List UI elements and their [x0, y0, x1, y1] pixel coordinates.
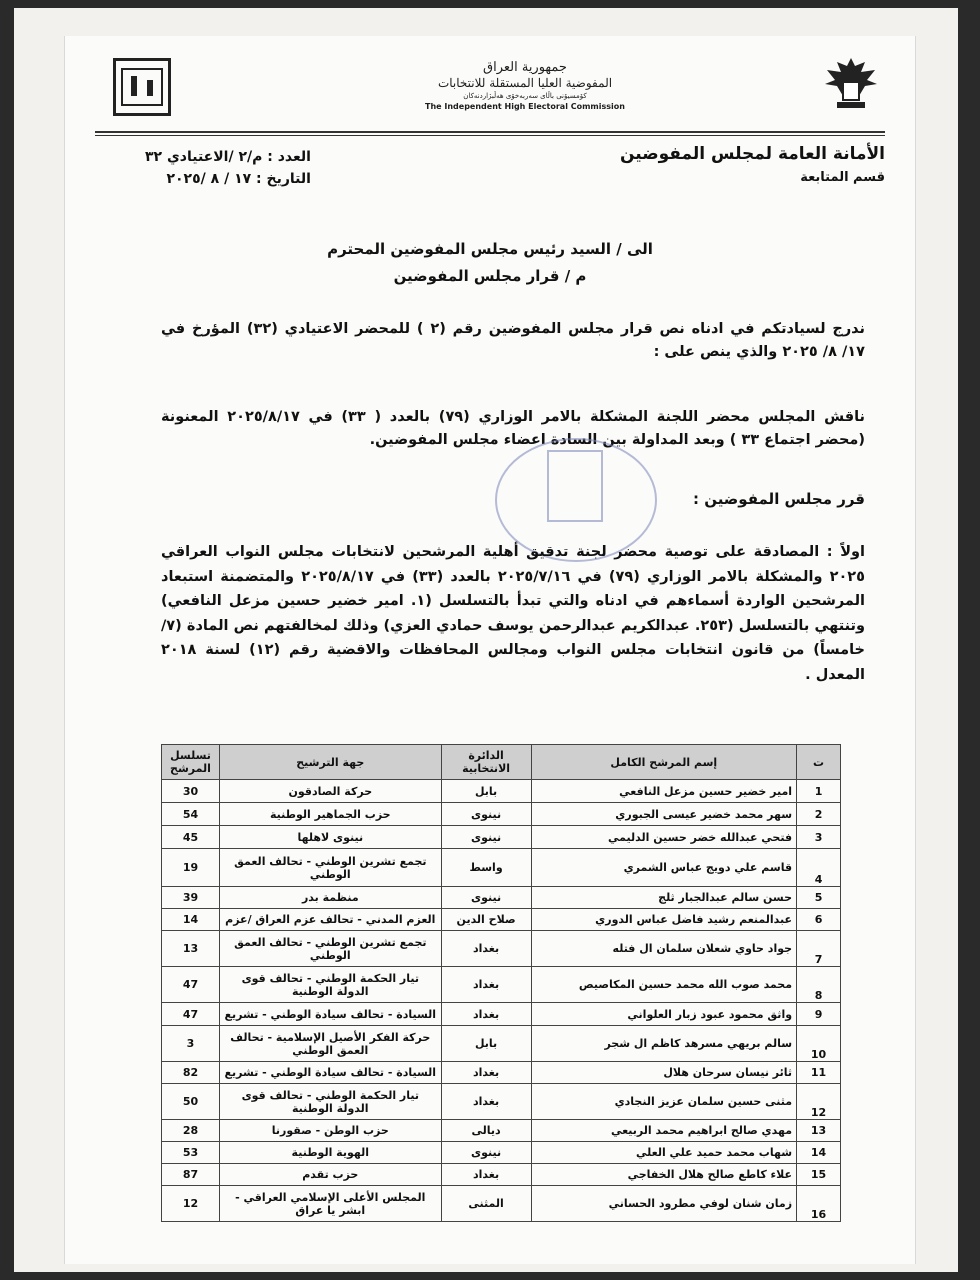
org-name-arabic-1: جمهورية العراق	[483, 60, 567, 75]
photo-frame	[14, 8, 958, 1272]
candidates-table	[161, 744, 841, 1222]
seq-cell: 15	[797, 1164, 841, 1186]
party-cell: حزب الجماهير الوطنية	[219, 803, 441, 826]
seq-cell: 11	[797, 1062, 841, 1084]
district-cell: بابل	[441, 1026, 531, 1062]
header-party: جهة الترشيح	[219, 745, 441, 780]
name-cell: مهدي صالح ابراهيم محمد الربيعي	[531, 1120, 797, 1142]
seq-cell: 5	[797, 887, 841, 909]
district-cell: نينوى	[441, 887, 531, 909]
table-row	[162, 1084, 841, 1120]
name-cell: امير خضير حسين مزعل النافعي	[531, 780, 797, 803]
name-cell: سالم بريهي مسرهد كاظم ال شجر	[531, 1026, 797, 1062]
header-rule-thin	[95, 135, 885, 136]
party-cell: تجمع تشرين الوطني - تحالف العمق الوطني	[219, 931, 441, 967]
table-row	[162, 803, 841, 826]
seq-cell: 1	[797, 780, 841, 803]
name-cell: عبدالمنعم رشيد فاضل عباس الدوري	[531, 909, 797, 931]
district-cell: بغداد	[441, 1164, 531, 1186]
party-cell: تيار الحكمة الوطني - تحالف قوى الدولة الوطنية	[219, 967, 441, 1003]
district-cell: نينوى	[441, 1142, 531, 1164]
name-cell: جواد حاوي شعلان سلمان ال فتله	[531, 931, 797, 967]
order-cell: 50	[162, 1084, 220, 1120]
order-cell: 14	[162, 909, 220, 931]
order-cell: 30	[162, 780, 220, 803]
name-cell: قاسم علي دويج عباس الشمري	[531, 849, 797, 887]
order-cell: 3	[162, 1026, 220, 1062]
table-row	[162, 1186, 841, 1222]
seq-cell: 13	[797, 1120, 841, 1142]
seq-cell: 6	[797, 909, 841, 931]
header-district: الدائرة الانتخابية	[441, 745, 531, 780]
order-cell: 19	[162, 849, 220, 887]
district-cell: بغداد	[441, 967, 531, 1003]
seq-cell: 9	[797, 1003, 841, 1026]
district-cell: بابل	[441, 780, 531, 803]
table-row	[162, 780, 841, 803]
order-cell: 87	[162, 1164, 220, 1186]
seq-cell: 10	[797, 1026, 841, 1062]
letterhead	[95, 48, 885, 128]
intro-paragraph: ندرج لسيادتكم في ادناه نص قرار مجلس المفوضين رقم (٢ ) للمحضر الاعتيادي (٣٢) المؤرخ في ١٧/ ٨/ ٢٠٢٥ والذي ينص على :	[161, 321, 865, 360]
name-cell: فتحي عبدالله خضر حسين الدليمي	[531, 826, 797, 849]
seq-cell: 8	[797, 967, 841, 1003]
party-cell: حركة الفكر الأصيل الإسلامية - تحالف العمق الوطني	[219, 1026, 441, 1062]
table-row	[162, 849, 841, 887]
order-cell: 54	[162, 803, 220, 826]
party-cell: تجمع تشرين الوطني - تحالف العمق الوطني	[219, 849, 441, 887]
order-cell: 47	[162, 967, 220, 1003]
ihec-logo-icon	[113, 58, 171, 116]
table-row	[162, 909, 841, 931]
district-cell: نينوى	[441, 803, 531, 826]
district-cell: صلاح الدين	[441, 909, 531, 931]
org-name-arabic-2: المفوضية العليا المستقلة للانتخابات	[437, 76, 613, 90]
party-cell: حركة الصادقون	[219, 780, 441, 803]
order-cell: 28	[162, 1120, 220, 1142]
decision-paragraph: اولاً : المصادقة على توصية محضر لجنة تدقيق أهلية المرشحين لانتخابات مجلس النواب العراقي ٢٠٢٥ والمشكلة بالامر الوزاري (٧٩) في ٢٠٢٥/٧/١٦ بالعدد (٣٣) في ٢٠٢٥/٨/١٧ والمتضمنة استبعاد المرشحين الواردة أسماءهم في ادناه والتي تبدأ بالتسلسل (١. امير خضير حسين مزعل النافعي) وتنتهي بالتسلسل (٢٥٣. عبدالكريم عبدالرحمن يوسف حمادي العزي) وذلك لمخالفتهم نص المادة (٧/خامساً) من قانون انتخابات مجلس النواب ومجالس المحافظات والاقضية رقم (١٢) لسنة ٢٠١٨ المعدل .	[161, 544, 866, 683]
district-cell: نينوى	[441, 826, 531, 849]
table-row	[162, 967, 841, 1003]
table-row	[162, 1164, 841, 1186]
org-name-kurdish: کۆمسیۆنی باڵای سەربەخۆی هەڵبژاردنەکان	[463, 92, 587, 100]
district-cell: المثنى	[441, 1186, 531, 1222]
table-row	[162, 826, 841, 849]
party-cell: منظمة بدر	[219, 887, 441, 909]
party-cell: المجلس الأعلى الإسلامي العراقي - ابشر يا عراق	[219, 1186, 441, 1222]
org-name-english: The Independent High Electoral Commission	[425, 102, 625, 111]
district-cell: بغداد	[441, 1084, 531, 1120]
order-cell: 82	[162, 1062, 220, 1084]
table-row	[162, 931, 841, 967]
name-cell: زمان شنان لوفي مطرود الحساني	[531, 1186, 797, 1222]
table-row	[162, 1142, 841, 1164]
name-cell: واثق محمود عبود زبار العلواني	[531, 1003, 797, 1026]
seq-cell: 4	[797, 849, 841, 887]
reference-number: العدد : م/٢ /الاعتيادي ٣٢	[145, 149, 311, 165]
name-cell: شهاب محمد حميد علي العلي	[531, 1142, 797, 1164]
district-cell: بغداد	[441, 1003, 531, 1026]
seq-cell: 7	[797, 931, 841, 967]
header-candidate-order: تسلسل المرشح	[162, 745, 220, 780]
order-cell: 39	[162, 887, 220, 909]
name-cell: ثائر نيسان سرحان هلال	[531, 1062, 797, 1084]
party-cell: تيار الحكمة الوطني - تحالف قوى الدولة الوطنية	[219, 1084, 441, 1120]
seq-cell: 12	[797, 1084, 841, 1120]
name-cell: حسن سالم عبدالجبار ثلج	[531, 887, 797, 909]
discussion-paragraph: ناقش المجلس محضر اللجنة المشكلة بالامر الوزاري (٧٩) بالعدد ( ٣٣) في ٢٠٢٥/٨/١٧ المعنونة (محضر اجتماع ٣٣ ) وبعد المداولة بين السادة اعضاء مجلس المفوضين.	[161, 409, 865, 448]
seq-cell: 14	[797, 1142, 841, 1164]
table-row	[162, 1003, 841, 1026]
table-row	[162, 887, 841, 909]
header-seq: ت	[797, 745, 841, 780]
order-cell: 47	[162, 1003, 220, 1026]
district-cell: ديالى	[441, 1120, 531, 1142]
party-cell: العزم المدني - تحالف عزم العراق /عزم	[219, 909, 441, 931]
order-cell: 12	[162, 1186, 220, 1222]
department-block	[620, 144, 885, 185]
name-cell: محمد صوب الله محمد حسين المكاصيص	[531, 967, 797, 1003]
reference-date: التاريخ : ١٧ / ٨ /٢٠٢٥	[166, 171, 311, 187]
district-cell: واسط	[441, 849, 531, 887]
name-cell: سهر محمد خضير عيسى الجبوري	[531, 803, 797, 826]
seq-cell: 16	[797, 1186, 841, 1222]
organization-name	[395, 60, 655, 112]
name-cell: مثنى حسين سلمان عزيز النجادي	[531, 1084, 797, 1120]
iraq-eagle-emblem-icon	[819, 52, 883, 116]
order-cell: 45	[162, 826, 220, 849]
order-cell: 53	[162, 1142, 220, 1164]
district-cell: بغداد	[441, 931, 531, 967]
district-cell: بغداد	[441, 1062, 531, 1084]
party-cell: نينوى لاهلها	[219, 826, 441, 849]
name-cell: علاء كاطع صالح هلال الخفاجي	[531, 1164, 797, 1186]
department-section: قسم المتابعة	[800, 170, 885, 185]
table-row	[162, 1026, 841, 1062]
party-cell: الهوية الوطنية	[219, 1142, 441, 1164]
seq-cell: 2	[797, 803, 841, 826]
party-cell: السيادة - تحالف سيادة الوطني - تشريع	[219, 1003, 441, 1026]
addressee-block	[65, 236, 915, 290]
reference-block	[145, 146, 311, 190]
table-row	[162, 1120, 841, 1142]
subject-line: م / قرار مجلس المفوضين	[393, 267, 587, 285]
party-cell: السيادة - تحالف سيادة الوطني - تشريع	[219, 1062, 441, 1084]
document-page	[64, 36, 916, 1264]
party-cell: حزب الوطن - صقورنا	[219, 1120, 441, 1142]
seq-cell: 3	[797, 826, 841, 849]
table-row	[162, 1062, 841, 1084]
table-header-row	[162, 745, 841, 780]
party-cell: حزب تقدم	[219, 1164, 441, 1186]
header-candidate-name: إسم المرشح الكامل	[531, 745, 797, 780]
decision-heading: قرر مجلس المفوضين :	[692, 490, 865, 508]
order-cell: 13	[162, 931, 220, 967]
department-title: الأمانة العامة لمجلس المفوضين	[619, 144, 885, 164]
addressee-line: الى / السيد رئيس مجلس المفوضين المحترم	[327, 240, 653, 258]
header-rule	[95, 131, 885, 133]
